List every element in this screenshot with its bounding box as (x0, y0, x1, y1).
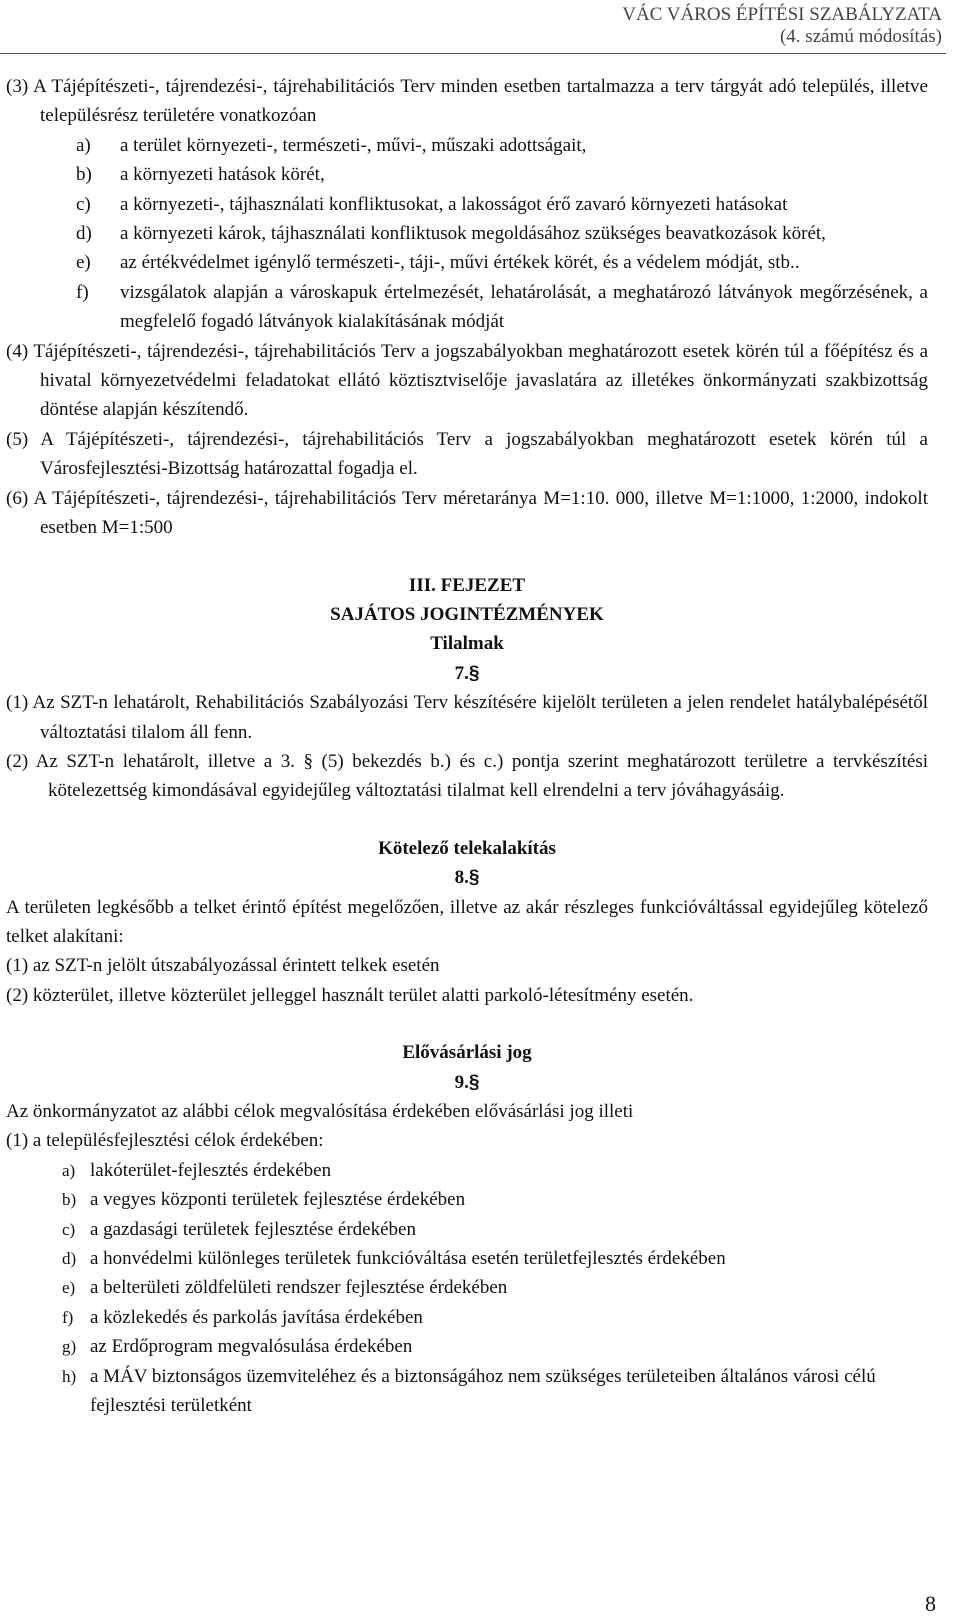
list-item (6, 278, 928, 337)
section-8-paragraph-2: (2) közterület, illetve közterület jelleggel használt terület alatti parkoló-létesítmény esetén. (6, 984, 694, 1006)
paragraph-5: (5) A Tájépítészeti-, tájrendezési-, tájrehabilitációs Terv a jogszabályokban meghatározott esetek körén túl a Városfejlesztési-Bizottság határozattal fogadja el. (6, 428, 928, 480)
list-item-text: a terület környezeti-, természeti-, művi-, műszaki adottságait, (120, 134, 587, 156)
list-item-text: az Erdőprogram megvalósulása érdekében (90, 1336, 413, 1358)
spacer (6, 806, 928, 834)
list-item-text: a környezeti-, tájhasználati konfliktusokat, a lakosságot érő zavaró környezeti hatásokat (120, 193, 788, 215)
list-item (6, 1332, 928, 1361)
list-item-label: h) (62, 1366, 77, 1386)
list-item-label: e) (76, 252, 91, 274)
section-heading: Elővásárlási jog (402, 1042, 532, 1064)
section-sign: § (468, 1071, 480, 1093)
list-item (6, 1303, 928, 1332)
list-item (6, 248, 928, 277)
list-item (6, 1185, 928, 1214)
section-sign: § (468, 867, 480, 889)
list-item-text: az értékvédelmet igénylő természeti-, táji-, művi értékek körét, és a védelem módját, stb.. (120, 252, 800, 274)
list-item (6, 1215, 928, 1244)
list-item-label: e) (62, 1278, 76, 1298)
list-item-label: b) (76, 164, 92, 186)
list-item (6, 1156, 928, 1185)
list-item-text: a honvédelmi különleges területek funkcióváltása esetén területfejlesztés érdekében (90, 1248, 726, 1270)
section-number (6, 659, 928, 688)
section-9-paragraph-1: (1) a településfejlesztési célok érdekében: (6, 1130, 324, 1152)
list-item-text: a vegyes központi területek fejlesztése érdekében (90, 1189, 466, 1211)
section-sign: § (468, 662, 480, 684)
list-item-text: a MÁV biztonságos üzemviteléhez és a biztonságához nem szükséges területeiben általános városi célú fejlesztési területként (90, 1365, 876, 1417)
list-item-label: f) (76, 281, 89, 303)
section-number-value: 9. (454, 1071, 469, 1093)
paragraph-4: (4) Tájépítészeti-, tájrendezési-, tájrehabilitációs Terv a jogszabályokban meghatározott esetek körén túl a főépítész és a hivatal környezetvédelmi feladatokat ellátó köztisztviselője javaslatára az illetékes önkormányzati szakbizottság döntése alapján készítendő. (6, 340, 928, 421)
list-item (6, 190, 928, 219)
section-number (6, 863, 928, 892)
chapter-title: III. FEJEZET (408, 574, 526, 596)
page-number: 8 (925, 1591, 936, 1616)
spacer (6, 1010, 928, 1038)
list-item-label: c) (62, 1219, 76, 1239)
section-7-paragraph-1: (1) Az SZT-n lehatárolt, Rehabilitációs Szabályozási Terv készítésére kijelölt területen a jelen rendelet hatálybalépésétől változtatási tilalom áll fenn. (6, 692, 928, 743)
section-7-paragraph-2: (2) Az SZT-n lehatárolt, illetve a 3. § (5) bekezdés b.) és c.) pontja szerint meghatározott területre a tervkészítési kötelezettség kimondásával egyidejűleg változtatási tilalmat kell elrendelni a terv jóváhagyásáig. (6, 750, 928, 802)
section-number-value: 7. (454, 662, 469, 684)
list-item (6, 1244, 928, 1273)
paragraph-3-intro: (3) A Tájépítészeti-, tájrendezési-, tájrehabilitációs Terv minden esetben tartalmazza a terv tárgyát adó település, illetve településrész területére vonatkozóan (6, 76, 928, 127)
list-item-label: d) (76, 223, 92, 245)
chapter-subtitle: SAJÁTOS JOGINTÉZMÉNYEK (330, 603, 604, 625)
header-title: VÁC VÁROS ÉPÍTÉSI SZABÁLYZATA (622, 4, 942, 25)
list-item (6, 1273, 928, 1302)
paragraph-6: (6) A Tájépítészeti-, tájrendezési-, tájrehabilitációs Terv méretaránya M=1:10. 000, illetve M=1:1000, 1:2000, indokolt esetben M=1:500 (6, 487, 928, 539)
list-item-label: a) (76, 134, 91, 156)
section-9-intro: Az önkormányzatot az alábbi célok megvalósítása érdekében elővásárlási jog illeti (6, 1101, 634, 1122)
list-item-label: c) (76, 193, 91, 215)
list-item (6, 1362, 928, 1421)
list-item-text: vizsgálatok alapján a városkapuk értelmezését, lehatárolását, a meghatározó látványok megőrzésének, a megfelelő fogadó látványok kialakításának módját (120, 281, 928, 333)
list-item-label: f) (62, 1307, 74, 1327)
list-item-text: a gazdasági területek fejlesztése érdekében (90, 1218, 416, 1240)
section-number-value: 8. (454, 867, 469, 889)
section-8-intro: A területen legkésőbb a telket érintő építést megelőzően, illetve az akár részleges funkcióváltással egyidejűleg kötelező telket alakítani: (6, 896, 928, 947)
section-heading: Tilalmak (430, 633, 504, 655)
section-8-paragraph-1: (1) az SZT-n jelölt útszabályozással érintett telkek esetén (6, 955, 440, 977)
spacer (6, 543, 928, 571)
list-item-text: a környezeti hatások körét, (120, 164, 325, 186)
list-item-label: g) (62, 1337, 77, 1357)
list-item (6, 131, 928, 160)
list-item-text: lakóterület-fejlesztés érdekében (90, 1159, 332, 1181)
list-item (6, 160, 928, 189)
list-item-text: a közlekedés és parkolás javítása érdekében (90, 1306, 423, 1328)
document-body (6, 72, 928, 1420)
header-subtitle: (4. számú módosítás) (779, 26, 942, 47)
section-number (6, 1068, 928, 1097)
list-item-label: d) (62, 1249, 77, 1269)
list-item (6, 219, 928, 248)
list-item-text: a belterületi zöldfelületi rendszer fejlesztése érdekében (90, 1277, 508, 1299)
list-item-label: a) (62, 1160, 76, 1180)
running-header (0, 4, 942, 48)
section-heading: Kötelező telekalakítás (378, 837, 556, 859)
list-item-label: b) (62, 1190, 77, 1210)
list-item-text: a környezeti károk, tájhasználati konfliktusok megoldásához szükséges beavatkozások körét, (120, 223, 826, 245)
header-rule (0, 53, 946, 54)
